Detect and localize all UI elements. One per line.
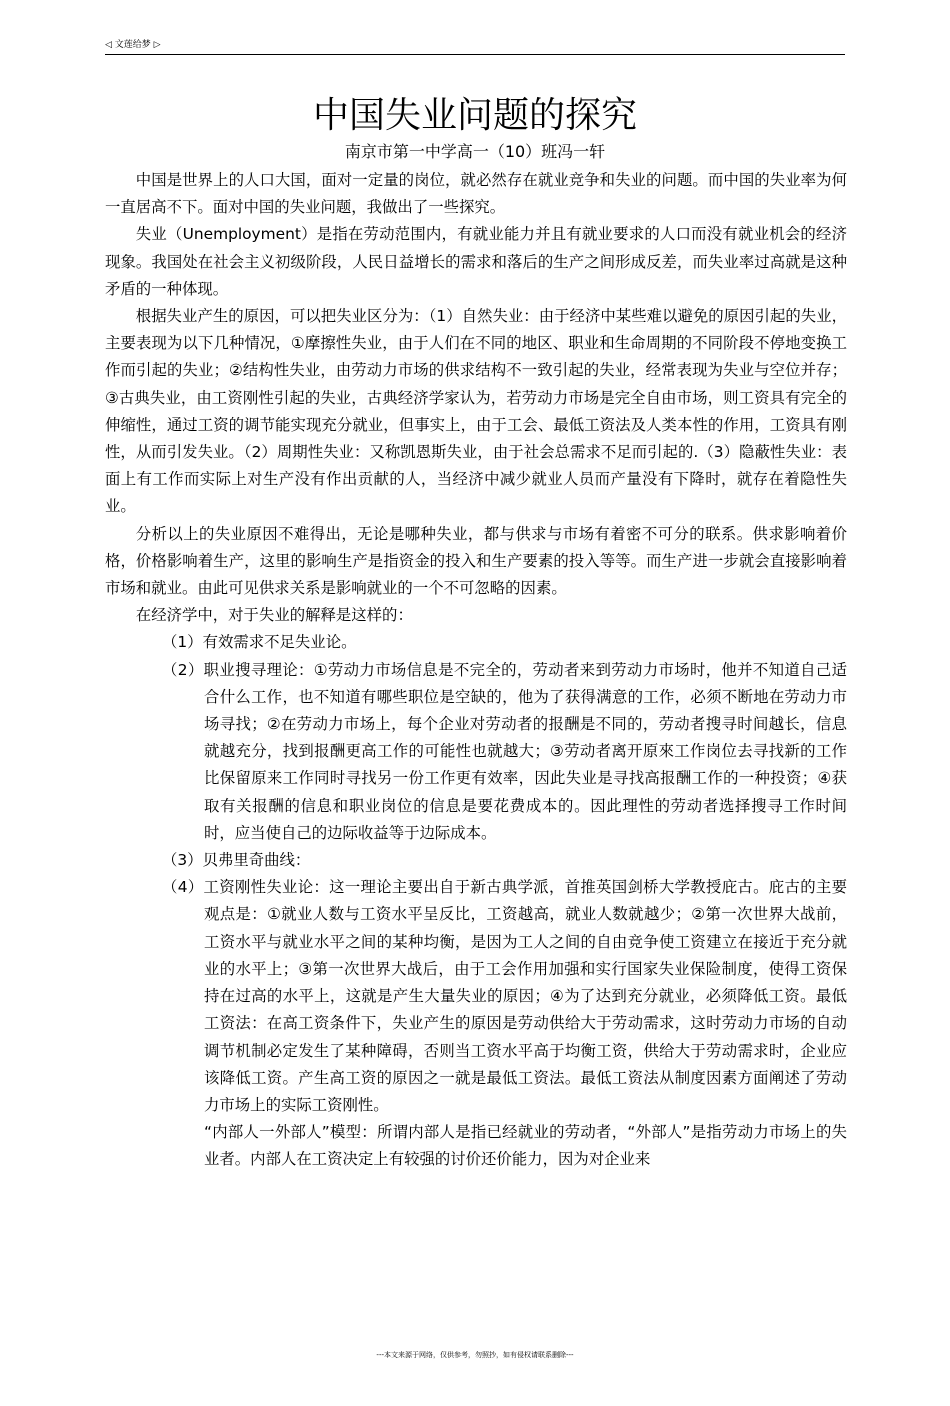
paragraph-definition: 失业（Unemployment）是指在劳动范围内，有就业能力并且有就业要求的人口而没有就业机会的经济现象。我国处在社会主义初级阶段，人民日益增长的需求和落后的生产之间形成反差，而失业率过高就是这种矛盾的一种体现。 xyxy=(105,225,847,298)
header-logo-text: ◁ 文莲给梦 ▷ xyxy=(105,40,161,50)
page-header xyxy=(105,38,845,55)
paragraph-analysis: 分析以上的失业原因不难得出，无论是哪种失业，都与供求与市场有着密不可分的联系。供求影响着价格，价格影响着生产，这里的影响生产是指资金的投入和生产要素的投入等等。而生产进一步就会直接影响着市场和就业。由此可见供求关系是影响就业的一个不可忽略的因素。 xyxy=(105,524,847,598)
list-item-1: （1）有效需求不足失业论。 xyxy=(162,633,357,652)
paragraph-economics-intro: 在经济学中，对于失业的解释是这样的： xyxy=(135,606,413,625)
page-footer: ---本文来源于网络，仅供参考，勿照抄，如有侵权请联系删除--- xyxy=(376,1351,574,1359)
document-title: 中国失业问题的探究 xyxy=(312,95,637,136)
paragraph-intro: 中国是世界上的人口大国，面对一定量的岗位，就必然存在就业竞争和失业的问题。而中国的失业率为何一直居高不下。面对中国的失业问题，我做出了一些探究。 xyxy=(105,171,847,217)
document-subtitle: 南京市第一中学高一（10）班冯一轩 xyxy=(344,142,606,161)
insider-outsider-paragraph: “内部人一外部人”模型：所谓内部人是指已经就业的劳动者，“外部人”是指劳动力市场上的失业者。内部人在工资决定上有较强的讨价还价能力，因为对企业来 xyxy=(204,1123,847,1169)
list-item-3: （3）贝弗里奇曲线： xyxy=(162,851,311,870)
list-item-4: （4）工资刚性失业论：这一理论主要出自于新古典学派，首推英国剑桥大学教授庇古。庇古的主要观点是：①就业人数与工资水平呈反比，工资越高，就业人数就越少；②第一次世界大战前，工资水平与就业水平之间的某种均衡，是因为工人之间的自由竞争使工资建立在接近于充分就业的水平上；③第一次世界大战后，由于工会作用加强和实行国家失业保险制度，使得工资保持在过高的水平上，这就是产生大量失业的原因；④为了达到充分就业，必须降低工资。最低工资法：在高工资条件下，失业产生的原因是劳动供给大于劳动需求，这时劳动力市场的自动调节机制必定发生了某种障碍，否则当工资水平高于均衡工资，供给大于劳动需求时，企业应该降低工资。产生高工资的原因之一就是最低工资法。最低工资法从制度因素方面阐述了劳动力市场上的实际工资刚性。 xyxy=(162,878,847,1114)
paragraph-classification: 根据失业产生的原因，可以把失业区分为：（1）自然失业：由于经济中某些难以避免的原因引起的失业，主要表现为以下几种情况，①摩擦性失业，由于人们在不同的地区、职业和生命周期的不同阶段不停地变换工作而引起的失业；②结构性失业，由劳动力市场的供求结构不一致引起的失业，经常表现为失业与空位并存；③古典失业，由工资刚性引起的失业，古典经济学家认为，若劳动力市场是完全自由市场，则工资具有完全的伸缩性，通过工资的调节能实现充分就业，但事实上，由于工会、最低工资法及人类本性的作用，工资具有刚性，从而引发失业。（2）周期性失业：又称凯恩斯失业，由于社会总需求不足而引起的.（3）隐蔽性失业：表面上有工作而实际上对生产没有作出贡献的人，当经济中减少就业人员而产量没有下降时，就存在着隐性失业。 xyxy=(105,307,847,516)
document-body xyxy=(105,167,847,1174)
list-item-2: （2）职业搜寻理论：①劳动力市场信息是不完全的，劳动者来到劳动力市场时，他并不知道自己适合什么工作，也不知道有哪些职位是空缺的，他为了获得满意的工作，必须不断地在劳动力市场寻找；②在劳动力市场上，每个企业对劳动者的报酬是不同的，劳动者搜寻时间越长，信息就越充分，找到报酬更高工作的可能性也就越大；③劳动者离开原來工作岗位去寻找新的工作比保留原来工作同时寻找另一份工作更有效率，因此失业是寻找高报酬工作的一种投资；④获取有关报酬的信息和职业岗位的信息是要花费成本的。因此理性的劳动者选择搜寻工作时间时，应当使自己的边际收益等于边际成本。 xyxy=(162,660,847,842)
